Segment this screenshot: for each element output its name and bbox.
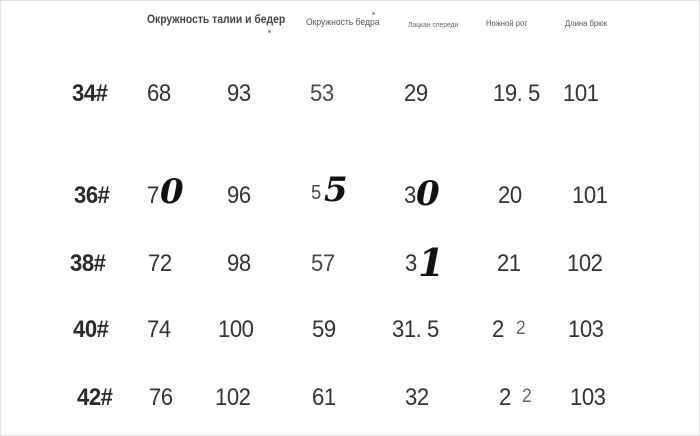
header-pant-length: Длина брюк [565,18,608,28]
header-leg-opening: Ножной рот [486,18,528,28]
front-rise-value: 29 [404,80,428,107]
front-rise-value-printed: 3 [405,250,417,277]
thigh-value-printed: 5 [311,182,321,204]
waist-value: 72 [148,250,172,277]
leg-opening-value: 19. 5 [493,80,540,107]
speck-mark [372,12,375,15]
length-value: 101 [572,182,608,209]
header-thigh: Окружность бедра [306,17,380,28]
thigh-value: 57 [311,250,335,277]
header-front-rise: Лацкан спереди [408,20,459,29]
size-label: 36# [74,182,110,209]
thigh-value: 59 [312,316,336,343]
length-value: 102 [567,250,603,277]
hips-value: 93 [227,80,251,107]
front-rise-value: 31. 5 [392,316,439,343]
waist-value-printed: 7 [147,182,159,209]
length-value: 101 [563,80,599,107]
hips-value: 98 [227,250,251,277]
hips-value: 102 [215,384,251,411]
speck-mark [268,30,271,33]
thigh-value: 53 [310,80,334,107]
hips-value: 96 [227,182,251,209]
size-label: 34# [72,80,108,107]
waist-value: 76 [149,384,173,411]
length-value: 103 [570,384,606,411]
waist-value: 74 [147,316,171,343]
thigh-value: 61 [312,384,336,411]
leg-opening-value: 21 [497,250,521,277]
front-rise-value-printed: 3 [404,182,416,209]
length-value: 103 [568,316,604,343]
size-label: 42# [77,384,113,411]
leg-opening-value-partial: 2 [522,386,532,407]
header-waist-hips: Окружность талии и бедер [147,14,286,26]
front-rise-value-handwritten: 0 [416,174,440,214]
thigh-value-handwritten: 5 [324,170,348,210]
leg-opening-value-printed: 2 [499,384,511,411]
waist-value-handwritten: 0 [160,172,184,212]
hips-value: 100 [218,316,254,343]
size-label: 40# [73,316,109,343]
front-rise-value: 32 [405,384,429,411]
leg-opening-value-partial: 2 [516,318,526,339]
front-rise-value-handwritten: 1 [418,240,445,285]
size-label: 38# [70,250,106,277]
leg-opening-value: 20 [498,182,522,209]
leg-opening-value-printed: 2 [492,316,504,343]
waist-value: 68 [147,80,171,107]
